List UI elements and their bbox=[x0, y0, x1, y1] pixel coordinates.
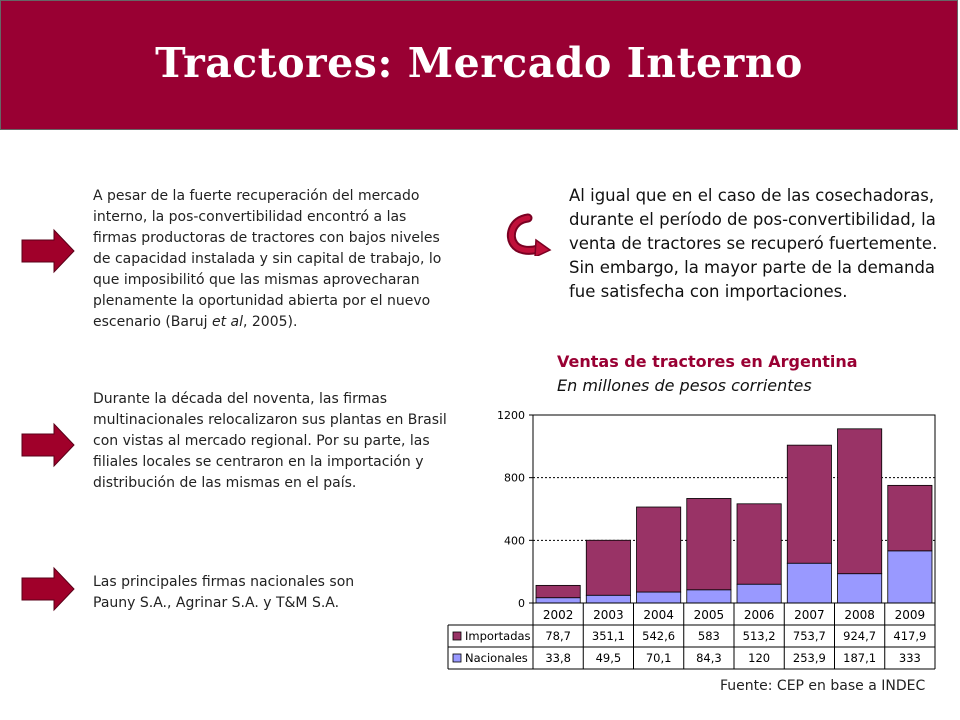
bar-importadas bbox=[888, 485, 932, 550]
title-banner bbox=[0, 0, 958, 130]
recovery-paragraph: Al igual que en el caso de las cosechadoras, durante el período de pos-convertibilidad, la venta de tractores se recuperó fuertemente. Sin embargo, la mayor parte de la demanda fue satisfecha con importaciones. bbox=[569, 186, 938, 301]
bar-nacionales bbox=[787, 563, 831, 603]
citation-et-al: et al bbox=[211, 314, 243, 330]
x-tick-label: 2004 bbox=[643, 608, 674, 622]
data-label: 583 bbox=[697, 629, 720, 643]
chart-title: Ventas de tractores en Argentina bbox=[557, 352, 858, 371]
data-label: 33,8 bbox=[545, 651, 571, 665]
legend-swatch bbox=[453, 632, 461, 640]
chart-subtitle: En millones de pesos corrientes bbox=[557, 376, 812, 395]
x-tick-label: 2003 bbox=[593, 608, 624, 622]
paragraph-national-firms: Las principales firmas nacionales son Pauny S.A., Agrinar S.A. y T&M S.A. bbox=[93, 574, 355, 611]
y-tick-label: 400 bbox=[504, 534, 525, 548]
x-tick-label: 2009 bbox=[894, 608, 926, 622]
bar-importadas bbox=[787, 445, 831, 563]
x-tick-label: 2008 bbox=[844, 608, 875, 622]
data-label: 542,6 bbox=[642, 629, 676, 643]
bar-nacionales bbox=[586, 595, 630, 603]
tractor-sales-chart bbox=[440, 400, 940, 672]
bar-nacionales bbox=[536, 598, 580, 603]
bar-importadas bbox=[687, 498, 731, 589]
legend-label: Importadas bbox=[465, 629, 531, 643]
x-tick-label: 2002 bbox=[542, 608, 574, 622]
curved-arrow-icon bbox=[502, 212, 554, 256]
data-label: 351,1 bbox=[591, 629, 625, 643]
bar-importadas bbox=[737, 504, 781, 584]
bar-nacionales bbox=[737, 584, 781, 603]
y-tick-label: 0 bbox=[518, 597, 525, 610]
right-arrow-icon bbox=[20, 422, 76, 468]
paragraph-nineties: Durante la década del noventa, las firmas multinacionales relocalizaron sus plantas en Brasil con vistas al mercado regional. Por su parte, las filiales locales se centraron en la importación y distribución de las mismas en el país. bbox=[93, 391, 447, 491]
bar-importadas bbox=[637, 507, 681, 592]
bar-nacionales bbox=[838, 574, 882, 603]
bar-nacionales bbox=[888, 551, 932, 603]
data-label: 78,7 bbox=[545, 629, 571, 643]
legend-swatch bbox=[453, 654, 461, 662]
data-label: 753,7 bbox=[792, 629, 826, 643]
data-label: 49,5 bbox=[595, 651, 622, 665]
x-tick-label: 2007 bbox=[794, 608, 825, 622]
bar-importadas bbox=[586, 540, 630, 595]
data-label: 187,1 bbox=[843, 651, 877, 665]
data-label: 253,9 bbox=[792, 651, 826, 665]
y-tick-label: 1200 bbox=[497, 409, 525, 422]
bar-nacionales bbox=[637, 592, 681, 603]
data-label: 84,3 bbox=[696, 651, 722, 665]
source-note: Fuente: CEP en base a INDEC bbox=[720, 678, 926, 694]
data-label: 120 bbox=[748, 651, 771, 665]
data-label: 924,7 bbox=[843, 629, 877, 643]
paragraph-capacity-text: A pesar de la fuerte recuperación del mercado interno, la pos-convertibilidad encontró a las firmas productoras de tractores con bajos niveles de capacidad instalada y sin capital de trabajo, lo que imposibilitó que las mismas aprovecharan plenamente la oportunidad abierta por el nuevo escenario (Baruj bbox=[93, 188, 442, 330]
data-label: 333 bbox=[898, 651, 921, 665]
data-label: 70,1 bbox=[645, 651, 672, 665]
right-arrow-icon bbox=[20, 566, 76, 612]
paragraph-capacity-end: , 2005). bbox=[242, 314, 298, 330]
legend-label: Nacionales bbox=[465, 651, 528, 665]
bar-importadas bbox=[838, 429, 882, 574]
x-tick-label: 2005 bbox=[693, 608, 725, 622]
y-tick-label: 800 bbox=[504, 471, 525, 485]
data-label: 417,9 bbox=[893, 629, 927, 643]
bar-importadas bbox=[536, 585, 580, 597]
x-tick-label: 2006 bbox=[743, 608, 775, 622]
paragraph-capacity bbox=[93, 186, 448, 333]
right-arrow-icon bbox=[20, 228, 76, 274]
page-title: Tractores: Mercado Interno bbox=[155, 39, 803, 87]
bar-nacionales bbox=[687, 590, 731, 603]
data-label: 513,2 bbox=[742, 629, 776, 643]
